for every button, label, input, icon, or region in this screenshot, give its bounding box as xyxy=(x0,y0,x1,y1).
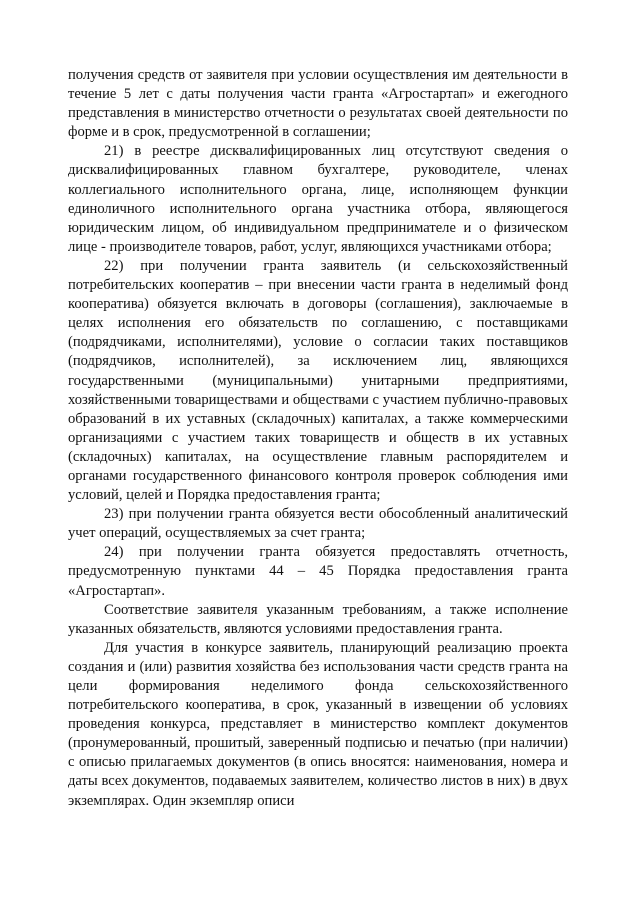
paragraph-item-21: 21) в реестре дисквалифицированных лиц отсутствуют сведения о дисквалифицированных главном бухгалтере, руководителе, членах коллегиального исполнительного органа, лице, исполняющем функции единоличного исполнительного органа участника отбора, являющегося юридическим лицом, об индивидуальном предпринимателе и о физическом лице - производителе товаров, работ, услуг, являющихся участниками отбора; xyxy=(68,143,568,255)
paragraph-item-23: 23) при получении гранта обязуется вести обособленный аналитический учет операций, осуществляемых за счет гранта; xyxy=(68,506,568,542)
paragraph-application: Для участия в конкурсе заявитель, планирующий реализацию проекта создания и (или) развития хозяйства без использования части средств гранта на цели формирования неделимого фонда сельскохозяйственного потребительского кооператива, в срок, указанный в извещении об условиях проведения конкурса, представляет в министерство комплект документов (пронумерованный, прошитый, заверенный подписью и печатью (при наличии) с описью прилагаемых документов (в опись вносятся: наименования, номера и даты всех документов, подаваемых заявителем, количество листов в них) в двух экземплярах. Один экземпляр описи xyxy=(68,639,568,809)
paragraph-conditions: Соответствие заявителя указанным требованиям, а также исполнение указанных обязательств, являются условиями предоставления гранта. xyxy=(68,601,568,637)
paragraph-item-22: 22) при получении гранта заявитель (и сельскохозяйственный потребительских кооператив – при внесении части гранта в неделимый фонд кооператива) обязуется включать в договоры (соглашения), заключаемые в целях исполнения его обязательств по соглашению, с поставщиками (подрядчиками, исполнителями), условие о согласии таких поставщиков (подрядчиков, исполнителей), за исключением лиц, являющихся государственными (муниципальными) унитарными предприятиями, хозяйственными товариществами и обществами с участием публично-правовых образований в их уставных (складочных) капиталах, а также коммерческими организациями с участием таких товариществ и обществ в их уставных (складочных) капиталах, на осуществление главным распорядителем и органами государственного финансового контроля проверок соблюдения ими условий, целей и Порядка предоставления гранта; xyxy=(68,257,568,504)
paragraph-item-24: 24) при получении гранта обязуется предоставлять отчетность, предусмотренную пунктами 44 – 45 Порядка предоставления гранта «Агростартап». xyxy=(68,544,568,599)
paragraph-continuation: получения средств от заявителя при условии осуществления им деятельности в течение 5 лет с даты получения части гранта «Агростартап» и ежегодного представления в министерство отчетности о результатах своей деятельности по форме и в срок, предусмотренной в соглашении; xyxy=(68,67,568,141)
document-body xyxy=(68,66,568,811)
